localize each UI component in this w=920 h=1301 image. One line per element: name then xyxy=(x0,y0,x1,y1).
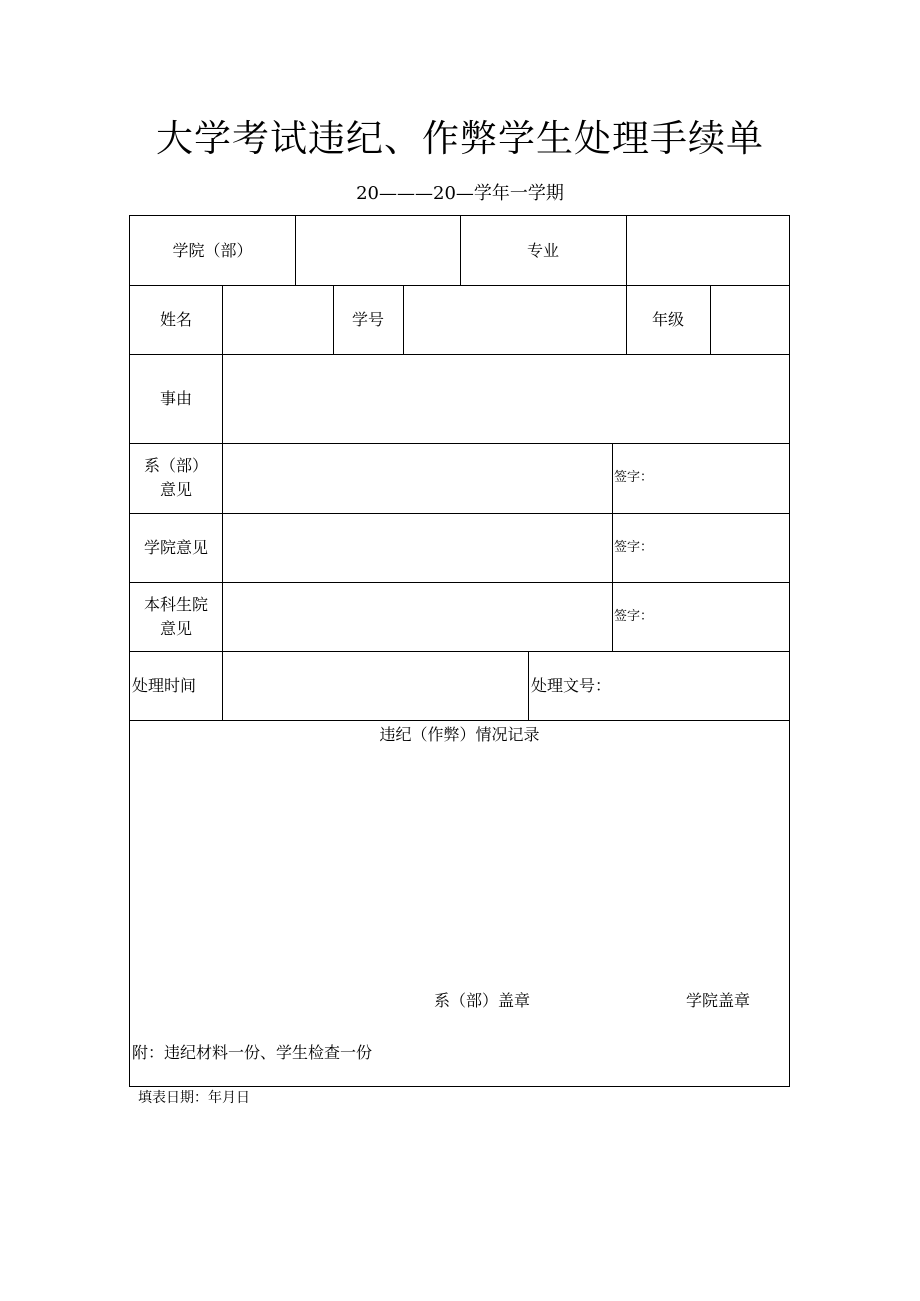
col-divider xyxy=(612,443,613,651)
row-divider xyxy=(130,720,789,721)
reason-label: 事由 xyxy=(159,388,192,408)
grade-label: 年级 xyxy=(651,309,684,329)
undergrad-opinion-label-line2: 意见 xyxy=(159,618,192,638)
major-field[interactable] xyxy=(626,216,789,285)
undergrad-opinion-label xyxy=(130,582,222,651)
academic-term: 20———20—学年一学期 xyxy=(356,183,564,204)
dept-opinion-label-line1: 系（部） xyxy=(143,456,208,475)
grade-field[interactable] xyxy=(710,285,789,354)
dept-opinion-field[interactable] xyxy=(222,443,612,513)
reason-field[interactable] xyxy=(222,354,789,443)
name-field[interactable] xyxy=(222,285,333,354)
dept-seal-label: 系（部）盖章 xyxy=(434,991,531,1010)
undergrad-signature[interactable]: 签字： xyxy=(614,608,654,624)
student-id-field[interactable] xyxy=(403,285,626,354)
attachment-note: 附：违纪材料一份、学生检查一份 xyxy=(132,1043,373,1062)
college-opinion-label: 学院意见 xyxy=(143,537,208,557)
fill-date: 填表日期：年月日 xyxy=(138,1090,250,1106)
process-doc-number[interactable]: 处理文号： xyxy=(531,675,612,695)
undergrad-opinion-label-line1: 本科生院 xyxy=(143,594,208,614)
dept-opinion-label xyxy=(130,443,222,513)
disciplinary-form-table xyxy=(129,215,790,1087)
dept-signature[interactable]: 签字： xyxy=(614,470,654,485)
college-seal-label: 学院盖章 xyxy=(686,991,751,1010)
college-field[interactable] xyxy=(295,216,460,285)
undergrad-opinion-field[interactable] xyxy=(222,582,612,651)
college-signature[interactable]: 签字： xyxy=(614,539,654,555)
form-title: 大学考试违纪、作弊学生处理手续单 xyxy=(156,117,764,160)
process-time-label: 处理时间 xyxy=(132,675,197,695)
process-time-field[interactable] xyxy=(222,651,528,720)
col-divider xyxy=(528,651,529,720)
college-label: 学院（部） xyxy=(172,240,253,260)
major-label: 专业 xyxy=(526,240,559,260)
violation-record-title: 违纪（作弊）情况记录 xyxy=(379,725,540,744)
college-opinion-field[interactable] xyxy=(222,513,612,582)
student-id-label: 学号 xyxy=(351,309,384,329)
name-label: 姓名 xyxy=(159,309,192,329)
dept-opinion-label-line2: 意见 xyxy=(159,480,192,499)
